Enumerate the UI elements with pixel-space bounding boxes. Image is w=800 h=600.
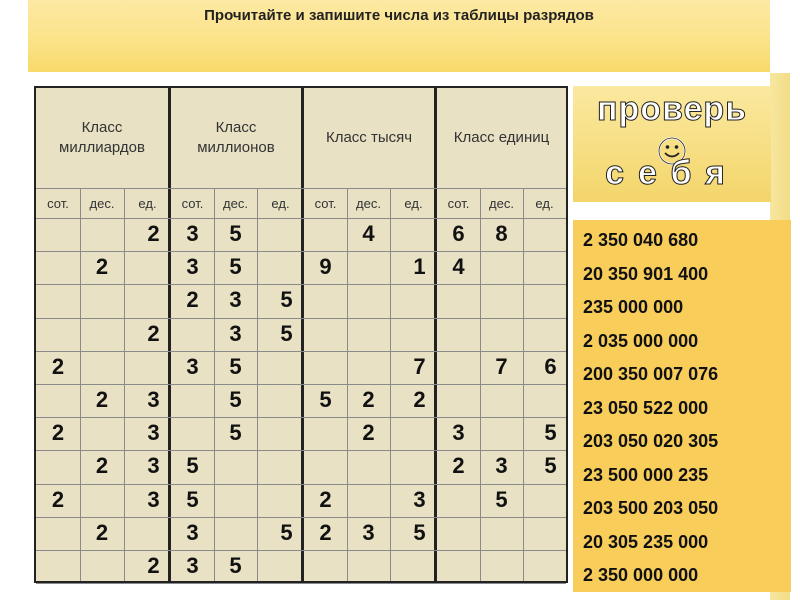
digit-cell: 2: [95, 453, 109, 479]
row-divider: [36, 318, 566, 319]
digit-cell: 5: [319, 387, 332, 412]
row-divider: [36, 284, 566, 285]
answer-number: 203 050 020 305: [583, 431, 719, 451]
digit-cell: 3: [362, 519, 375, 545]
digit-cell: 4: [362, 221, 375, 246]
digit-cell: 3: [452, 420, 465, 446]
digit-cell: 3: [229, 287, 242, 313]
digit-cell: 3: [186, 254, 199, 280]
answer-number: 2 350 000 000: [583, 565, 699, 585]
rank-subheader: ед.: [271, 196, 290, 211]
digit-cell: 2: [413, 387, 426, 412]
digit-cell: 3: [147, 486, 160, 512]
class-divider: [168, 88, 171, 581]
class-label: Класс миллионов: [197, 119, 275, 156]
answer-number: 23 500 000 235: [583, 464, 709, 485]
rank-subheader: дес.: [89, 196, 115, 211]
digit-cell: 5: [280, 287, 293, 313]
answers-panel: [573, 220, 791, 592]
row-divider: [36, 517, 566, 518]
digit-cell: 2: [147, 320, 160, 346]
digit-cell: 5: [544, 453, 557, 479]
answer-number: 235 000 000: [583, 297, 684, 317]
digit-cell: 5: [229, 221, 242, 246]
digit-cell: 5: [186, 486, 199, 512]
digit-cell: 3: [186, 519, 199, 545]
digit-cell: 2: [452, 453, 465, 479]
digit-cell: 2: [51, 420, 65, 446]
check-word-top: проверь: [596, 90, 748, 128]
class-label: Класс тысяч: [325, 129, 413, 146]
digit-cell: 2: [51, 353, 65, 379]
digit-cell: 3: [147, 453, 160, 479]
title-banner: [28, 0, 770, 72]
digit-cell: 7: [413, 353, 426, 379]
digit-cell: 2: [95, 519, 109, 545]
answer-number: 2 350 040 680: [583, 230, 699, 250]
digit-cell: 2: [319, 519, 332, 545]
digit-cell: 3: [413, 486, 426, 512]
row-divider: [36, 550, 566, 551]
digit-cell: 3: [229, 320, 242, 346]
answer-number: 2 035 000 000: [583, 330, 699, 351]
digit-cell: 2: [51, 486, 65, 512]
digit-cell: 1: [413, 254, 426, 280]
class-header-units: [437, 88, 566, 188]
answer-number: 20 350 901 400: [583, 263, 709, 284]
class-header-billions: [36, 88, 168, 188]
digit-cell: 5: [229, 387, 242, 412]
digit-cell: 5: [186, 453, 199, 479]
rank-subheader: дес.: [223, 196, 248, 211]
digit-cell: 2: [362, 387, 375, 412]
row-divider: [36, 351, 566, 352]
row-divider: [36, 450, 566, 451]
row-divider: [36, 417, 566, 418]
rank-subheader: сот.: [314, 196, 337, 211]
digit-cell: 2: [319, 486, 332, 512]
row-divider: [36, 583, 566, 584]
class-label: Класс единиц: [453, 129, 550, 146]
digit-cell: 5: [280, 320, 293, 346]
digit-cell: 9: [319, 254, 332, 280]
rank-subheader: дес.: [356, 196, 381, 211]
row-divider: [36, 384, 566, 385]
digit-cell: 7: [495, 353, 508, 379]
digit-cell: 3: [186, 553, 199, 578]
answer-number: 20 305 235 000: [583, 531, 709, 552]
digit-cell: 5: [280, 519, 293, 545]
digit-cell: 5: [229, 254, 242, 280]
rank-subheader: сот.: [47, 196, 69, 211]
digit-cell: 5: [229, 420, 242, 446]
rank-subheader: сот.: [181, 196, 204, 211]
digit-cell: 3: [147, 387, 160, 412]
digit-cell: 6: [452, 221, 465, 246]
header-divider: [36, 188, 566, 189]
digit-cell: 2: [95, 254, 109, 280]
digit-cell: 6: [544, 353, 557, 379]
rank-subheader: дес.: [489, 196, 514, 211]
digit-cell: 5: [495, 486, 508, 512]
row-divider: [36, 218, 566, 219]
class-header-millions: [171, 88, 301, 188]
rank-subheader: сот.: [447, 196, 470, 211]
digit-cell: 5: [544, 420, 557, 446]
self-check-banner: [573, 86, 771, 202]
rank-subheader: ед.: [138, 196, 157, 211]
digit-cell: 3: [495, 453, 508, 479]
rank-subheader: ед.: [535, 196, 554, 211]
row-divider: [36, 484, 566, 485]
digit-cell: 2: [362, 420, 375, 446]
row-divider: [36, 251, 566, 252]
digit-cell: 2: [147, 221, 160, 246]
digit-cell: 5: [413, 519, 426, 545]
check-word-bottom: себя: [605, 154, 739, 192]
place-value-table: [34, 86, 568, 583]
digit-cell: 4: [452, 254, 465, 280]
class-divider: [434, 88, 437, 581]
answer-number: 23 050 522 000: [583, 397, 709, 418]
answer-number: 200 350 007 076: [583, 364, 719, 384]
digit-cell: 2: [95, 387, 109, 412]
digit-cell: 8: [495, 221, 508, 246]
digit-cell: 3: [147, 420, 160, 446]
digit-cell: 5: [229, 353, 242, 379]
page-title: Прочитайте и запишите числа из таблицы разрядов: [204, 7, 594, 24]
digit-cell: 3: [186, 221, 199, 246]
answer-number: 203 500 203 050: [583, 498, 719, 518]
rank-subheader: ед.: [404, 196, 423, 211]
class-label: Класс миллиардов: [59, 119, 145, 156]
digit-cell: 2: [186, 287, 199, 313]
class-divider: [301, 88, 304, 581]
digit-cell: 3: [186, 353, 199, 379]
class-header-thousands: [304, 88, 434, 188]
digit-cell: 5: [229, 553, 242, 578]
digit-cell: 2: [147, 553, 160, 578]
